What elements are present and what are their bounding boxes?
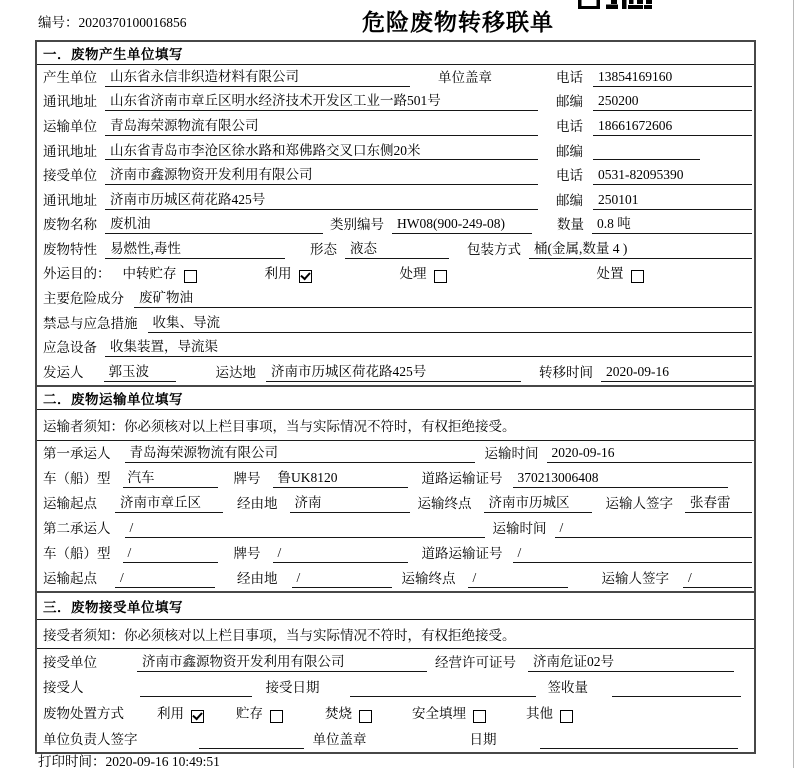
vehicle1-type-value: 汽车 <box>123 470 218 488</box>
disposal-other-checkbox <box>560 710 573 723</box>
purpose-disposal-checkbox <box>631 270 644 283</box>
generator-phone-value: 13854169160 <box>593 69 752 87</box>
transporter-unit-value: 青岛海荣源物流有限公司 <box>105 118 538 136</box>
first-carrier-value: 青岛海荣源物流有限公司 <box>125 445 475 463</box>
row-disposal-method <box>37 700 754 726</box>
plate2-value: / <box>273 545 408 563</box>
row-responsible-signature <box>37 726 754 752</box>
responsible-sign-label: 单位负责人签字 <box>43 732 138 748</box>
emergency-measures-value: 收集、导流 <box>148 315 753 333</box>
destination-label: 运达地 <box>215 364 256 380</box>
row-transfer-purpose <box>37 262 754 287</box>
transporter-phone-field <box>556 118 752 136</box>
section-receiver <box>37 591 754 752</box>
row-transporter-unit <box>37 114 754 139</box>
purpose-treatment-checkbox <box>434 270 447 283</box>
section-generator <box>37 42 754 385</box>
disposal-storage-checkbox <box>270 710 283 723</box>
transfer-time-value: 2020-09-16 <box>601 364 752 382</box>
page-edge-line <box>793 0 794 768</box>
row-generator-unit <box>37 65 754 90</box>
transporter-address-label: 通讯地址 <box>43 143 97 159</box>
sign-date-label: 日期 <box>469 732 497 748</box>
generator-zip-field <box>556 93 752 111</box>
receiver-phone-field <box>556 167 752 185</box>
generator-unit-label: 产生单位 <box>43 69 97 85</box>
shipper-label: 发运人 <box>43 364 84 380</box>
transporter-unit-label: 运输单位 <box>43 118 97 134</box>
transporter-unit-left <box>43 118 548 136</box>
waste-quantity-label: 数量 <box>557 217 584 233</box>
route1-start-label: 运输起点 <box>43 495 97 511</box>
receiver-zip-value: 250101 <box>593 192 752 210</box>
route1-via-value: 济南 <box>290 495 410 513</box>
route2-sign-label: 运输人签字 <box>601 570 669 586</box>
destination-value: 济南市历城区荷花路425号 <box>266 364 521 382</box>
doc-number-label: 编号： <box>38 15 79 30</box>
transporter-address-left <box>43 143 548 161</box>
row-dispatch <box>37 360 754 385</box>
packaging-value: 桶(金属,数量 4 ) <box>529 241 752 259</box>
emergency-equipment-value: 收集装置，导流渠 <box>105 339 752 357</box>
responsible-sign-value <box>199 748 304 749</box>
disposal-method-label: 废物处置方式 <box>43 706 124 722</box>
transporter-phone-label: 电话 <box>556 118 583 134</box>
route2-via-value: / <box>292 570 392 588</box>
accept-date-value <box>350 696 536 697</box>
row-first-carrier <box>37 441 754 466</box>
receiver-seal-label: 单位盖章 <box>312 732 367 748</box>
section-transporter <box>37 385 754 591</box>
disposal-other-label: 其他 <box>526 706 553 722</box>
disposal-incineration-label: 焚烧 <box>325 706 352 722</box>
waste-traits-value: 易燃性,毒性 <box>105 241 285 259</box>
waste-form-label: 形态 <box>310 241 337 257</box>
route1-sign-value: 张春雷 <box>685 495 752 513</box>
generator-unit-value: 山东省永信非织造材料有限公司 <box>105 69 410 87</box>
row-receiver-address <box>37 188 754 213</box>
second-carrier-label: 第二承运人 <box>43 520 111 536</box>
row-second-carrier <box>37 516 754 541</box>
transporter-notice: 运输者须知：你必须核对以上栏目事项，当与实际情况不符时，有权拒绝接受。 <box>37 410 754 441</box>
license2-value: / <box>513 545 753 563</box>
plate1-label: 牌号 <box>233 470 261 486</box>
accept-person-label: 接受人 <box>43 680 84 696</box>
row-receiving-unit <box>37 649 754 675</box>
route1-sign-label: 运输人签字 <box>605 495 673 511</box>
vehicle2-type-label: 车（船）型 <box>43 545 111 561</box>
receiver-unit-value: 济南市鑫源物资开发利用有限公司 <box>105 167 538 185</box>
section-transporter-title: 二．废物运输单位填写 <box>37 387 754 410</box>
row-route2 <box>37 566 754 591</box>
generator-zip-label: 邮编 <box>556 94 583 110</box>
purpose-transit-storage-label: 中转贮存 <box>122 266 177 282</box>
row-vehicle1 <box>37 466 754 491</box>
page-title: 危险废物转移联单 <box>362 9 554 35</box>
generator-phone-field <box>556 69 752 87</box>
sign-date-value <box>540 748 739 749</box>
accept-date-label: 接受日期 <box>265 680 320 696</box>
disposal-storage-label: 贮存 <box>236 706 263 722</box>
section-generator-title: 一．废物产生单位填写 <box>37 42 754 65</box>
transport-time2-label: 运输时间 <box>492 520 547 536</box>
route1-end-label: 运输终点 <box>417 495 472 511</box>
hazard-components-label: 主要危险成分 <box>43 291 124 307</box>
route2-start-label: 运输起点 <box>43 570 97 586</box>
disposal-reuse-label: 利用 <box>157 706 184 722</box>
receiver-phone-label: 电话 <box>556 168 583 184</box>
receiver-unit-label: 接受单位 <box>43 168 97 184</box>
receiver-phone-value: 0531-82095390 <box>593 167 752 185</box>
second-carrier-value: / <box>125 520 485 538</box>
row-generator-address <box>37 90 754 115</box>
disposal-landfill-label: 安全填埋 <box>412 706 466 722</box>
route2-start-value: / <box>115 570 215 588</box>
waste-name-label: 废物名称 <box>43 217 97 233</box>
section-receiver-title: 三．废物接受单位填写 <box>37 593 754 620</box>
plate2-label: 牌号 <box>233 545 261 561</box>
receiver-zip-label: 邮编 <box>556 192 583 208</box>
transport-time1-label: 运输时间 <box>484 445 539 461</box>
waste-category-label: 类别编号 <box>330 217 384 233</box>
row-receiver-unit <box>37 163 754 188</box>
row-acceptance <box>37 675 754 701</box>
row-waste-traits <box>37 237 754 262</box>
permit-value: 济南危证02号 <box>528 654 734 672</box>
waste-name-value: 废机油 <box>105 216 323 234</box>
receiver-address-left <box>43 192 548 210</box>
shipper-value: 郭玉波 <box>104 364 176 382</box>
row-transporter-address <box>37 139 754 164</box>
transporter-zip-value <box>593 159 700 160</box>
purpose-disposal-label: 处置 <box>596 266 624 282</box>
receipt-qty-value <box>612 696 741 697</box>
route2-sign-value: / <box>683 570 752 588</box>
emergency-measures-label: 禁忌与应急措施 <box>43 315 138 331</box>
emergency-equipment-label: 应急设备 <box>43 340 97 356</box>
print-time-value: 2020-09-16 10:49:51 <box>105 754 220 768</box>
route2-end-value: / <box>468 570 568 588</box>
purpose-reuse-label: 利用 <box>264 266 292 282</box>
receiver-unit-left <box>43 167 548 185</box>
receiver-address-value: 济南市历城区荷花路425号 <box>105 192 538 210</box>
receiving-unit-value: 济南市鑫源物资开发利用有限公司 <box>137 654 427 672</box>
transporter-phone-value: 18661672606 <box>593 118 752 136</box>
purpose-label: 外运目的： <box>43 266 111 282</box>
route2-end-label: 运输终点 <box>401 570 456 586</box>
plate1-value: 鲁UK8120 <box>273 470 408 488</box>
generator-address-label: 通讯地址 <box>43 94 97 110</box>
purpose-treatment-label: 处理 <box>399 266 427 282</box>
generator-zip-value: 250200 <box>593 93 752 111</box>
route1-via-label: 经由地 <box>237 495 278 511</box>
route1-end-value: 济南市历城区 <box>484 495 592 513</box>
route2-via-label: 经由地 <box>237 570 278 586</box>
license1-value: 370213006408 <box>513 470 729 488</box>
vehicle2-type-value: / <box>123 545 218 563</box>
license1-label: 道路运输证号 <box>421 470 503 486</box>
purpose-reuse-checkbox <box>299 270 312 283</box>
disposal-landfill-checkbox <box>473 710 486 723</box>
generator-unit-left <box>43 69 548 87</box>
route1-start-value: 济南市章丘区 <box>115 495 223 513</box>
receipt-qty-label: 签收量 <box>547 680 588 696</box>
packaging-label: 包装方式 <box>467 241 521 257</box>
transport-time2-value: / <box>555 520 753 538</box>
unit-seal-label: 单位盖章 <box>438 69 492 85</box>
transporter-address-value: 山东省青岛市李沧区徐水路和郑佛路交叉口东侧20米 <box>105 143 538 161</box>
qr-code-fragment <box>578 0 652 9</box>
license2-label: 道路运输证号 <box>421 545 503 561</box>
transport-time1-value: 2020-09-16 <box>547 445 753 463</box>
receiver-address-label: 通讯地址 <box>43 192 97 208</box>
generator-phone-label: 电话 <box>556 69 583 85</box>
generator-address-left <box>43 93 548 111</box>
row-hazard-components <box>37 286 754 311</box>
row-vehicle2 <box>37 541 754 566</box>
hazard-components-value: 废矿物油 <box>134 290 752 308</box>
manifest-form <box>35 40 756 754</box>
row-emergency-measures <box>37 311 754 336</box>
print-time <box>38 750 220 768</box>
disposal-incineration-checkbox <box>359 710 372 723</box>
row-route1 <box>37 491 754 516</box>
disposal-reuse-checkbox <box>191 710 204 723</box>
transfer-time-label: 转移时间 <box>539 364 593 380</box>
doc-number-value: 2020370100016856 <box>78 15 187 30</box>
row-emergency-equipment <box>37 336 754 361</box>
transporter-zip-field <box>556 144 752 161</box>
waste-form-value: 液态 <box>345 241 449 259</box>
waste-quantity-value: 0.8 吨 <box>592 216 752 234</box>
permit-label: 经营许可证号 <box>435 654 516 670</box>
vehicle1-type-label: 车（船）型 <box>43 470 111 486</box>
accept-person-value <box>140 696 252 697</box>
waste-category-value: HW08(900-249-08) <box>392 216 532 234</box>
first-carrier-label: 第一承运人 <box>43 445 111 461</box>
waste-traits-label: 废物特性 <box>43 241 97 257</box>
receiver-notice: 接受者须知：你必须核对以上栏目事项，当与实际情况不符时，有权拒绝接受。 <box>37 620 754 649</box>
generator-address-value: 山东省济南市章丘区明水经济技术开发区工业一路501号 <box>105 93 538 111</box>
row-waste-name <box>37 213 754 238</box>
purpose-transit-storage-checkbox <box>184 270 197 283</box>
print-time-label: 打印时间： <box>38 754 106 768</box>
receiver-zip-field <box>556 192 752 210</box>
receiving-unit-label: 接受单位 <box>43 654 97 670</box>
transporter-zip-label: 邮编 <box>556 143 583 159</box>
